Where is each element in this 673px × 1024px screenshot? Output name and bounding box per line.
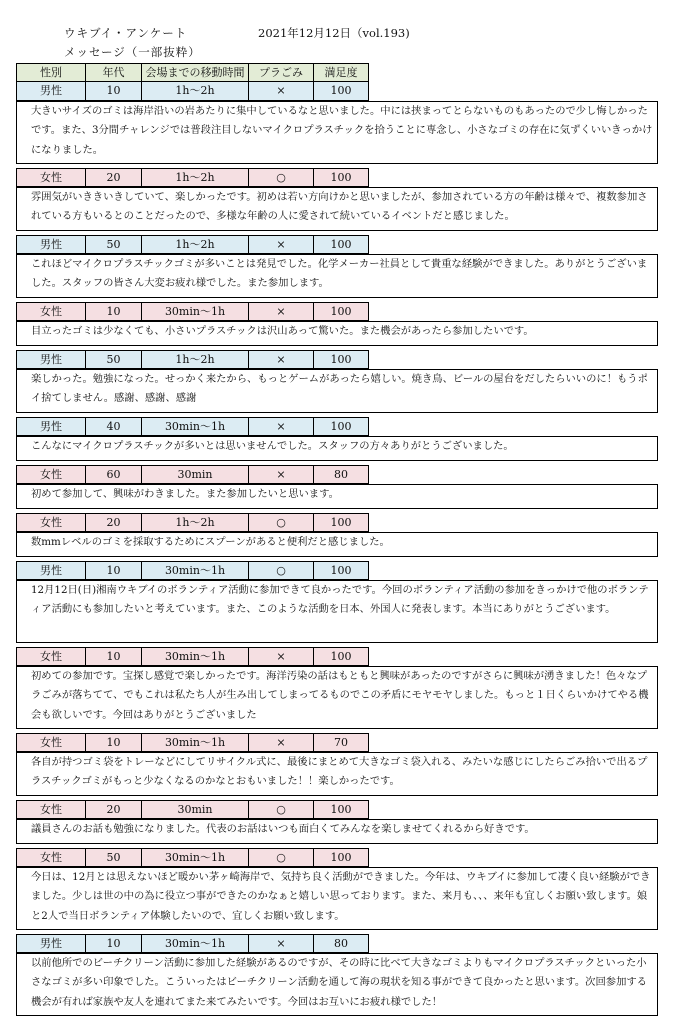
entry-block xyxy=(16,557,658,643)
entry-meta-row xyxy=(16,168,658,187)
entry-comment: これほどマイクロプラスチックゴミが多いことは発見でした。化学メーカー社員として貴重な経験ができました。ありがとうございました。スタッフの皆さん大変お疲れ様でした。また参加します。 xyxy=(16,254,658,298)
entry-gender: 男性 xyxy=(16,934,85,953)
entry-block xyxy=(16,844,658,930)
entry-age: 20 xyxy=(85,168,141,187)
entry-plastic: ○ xyxy=(248,168,313,187)
entry-age: 60 xyxy=(85,465,141,484)
header-age: 年代 xyxy=(85,63,141,82)
header-plastic: プラごみ xyxy=(248,63,313,82)
entry-meta-row xyxy=(16,465,658,484)
entry-comment: こんなにマイクロプラスチックが多いとは思いませんでした。スタッフの方々ありがとうございました。 xyxy=(16,436,658,461)
entry-gender: 女性 xyxy=(16,465,85,484)
entry-comment: 初めての参加です。宝探し感覚で楽しかったです。海洋汚染の話はもともと興味があったのですがさらに興味が湧きました！色々なプラごみが落ちてて、でもこれは私たち人が生み出してしまってるものでこの矛盾にモヤモヤしました。もっと１日くらいかけてやる機会も欲しいです。今回はありがとうございました xyxy=(16,666,658,729)
entry-block xyxy=(16,82,658,164)
entry-gender: 男性 xyxy=(16,561,85,580)
entry-travel-time: 1h～2h xyxy=(141,168,248,187)
table-header-row xyxy=(16,63,658,82)
entry-satisfaction: 100 xyxy=(313,82,369,101)
entry-comment: 目立ったゴミは少なくても、小さいプラスチックは沢山あって驚いた。また機会があったら参加したいです。 xyxy=(16,321,658,346)
entry-block xyxy=(16,729,658,796)
entry-satisfaction: 80 xyxy=(313,934,369,953)
entry-age: 10 xyxy=(85,733,141,752)
entry-comment: 大きいサイズのゴミは海岸沿いの岩あたりに集中しているなと思いました。中には挟まってとらないものもあったので少し悔しかったです。また、3分間チャレンジでは普段注目しないマイクロプラスチックを拾うことに専念し、小さなゴミの存在に気ずくいいきっかけになりました。 xyxy=(16,101,658,164)
entry-age: 10 xyxy=(85,561,141,580)
entry-meta-row xyxy=(16,800,658,819)
entry-block xyxy=(16,413,658,461)
entry-gender: 男性 xyxy=(16,417,85,436)
entry-gender: 女性 xyxy=(16,647,85,666)
entry-comment: 各自が持つゴミ袋をトレーなどにしてリサイクル式に、最後にまとめて大きなゴミ袋入れる、みたいな感じにしたらごみ拾いで出るプラスチックゴミがもっと少なくなるのかなとおもいました！！楽しかったです。 xyxy=(16,752,658,796)
entry-travel-time: 30min～1h xyxy=(141,934,248,953)
header-gender: 性別 xyxy=(16,63,85,82)
entry-plastic: ○ xyxy=(248,513,313,532)
entry-plastic: × xyxy=(248,302,313,321)
entry-satisfaction: 100 xyxy=(313,417,369,436)
entry-block xyxy=(16,346,658,413)
entry-gender: 男性 xyxy=(16,350,85,369)
entry-block xyxy=(16,164,658,231)
header-travel-time: 会場までの移動時間 xyxy=(141,63,248,82)
entry-plastic: ○ xyxy=(248,800,313,819)
entry-meta-row xyxy=(16,561,658,580)
entry-block xyxy=(16,231,658,298)
entry-comment: 初めて参加して、興味がわきました。また参加したいと思います。 xyxy=(16,484,658,509)
entry-comment: 議員さんのお話も勉強になりました。代表のお話はいつも面白くてみんなを楽しませてくれるから好きです。 xyxy=(16,819,658,844)
entry-age: 10 xyxy=(85,647,141,666)
survey-date: 2021年12月12日（vol.193) xyxy=(258,26,410,40)
entry-travel-time: 30min xyxy=(141,800,248,819)
entry-age: 50 xyxy=(85,235,141,254)
entry-block xyxy=(16,509,658,557)
entry-plastic: × xyxy=(248,235,313,254)
entry-travel-time: 1h～2h xyxy=(141,350,248,369)
entry-travel-time: 1h～2h xyxy=(141,513,248,532)
entry-travel-time: 30min～1h xyxy=(141,302,248,321)
entry-age: 10 xyxy=(85,82,141,101)
entry-travel-time: 30min～1h xyxy=(141,647,248,666)
entry-meta-row xyxy=(16,350,658,369)
entry-age: 50 xyxy=(85,848,141,867)
entry-satisfaction: 100 xyxy=(313,513,369,532)
document-header xyxy=(0,0,673,62)
entry-satisfaction: 100 xyxy=(313,800,369,819)
entry-satisfaction: 100 xyxy=(313,302,369,321)
entry-age: 10 xyxy=(85,302,141,321)
entry-gender: 女性 xyxy=(16,733,85,752)
entry-age: 40 xyxy=(85,417,141,436)
entry-meta-row xyxy=(16,513,658,532)
entry-travel-time: 1h～2h xyxy=(141,235,248,254)
entry-plastic: × xyxy=(248,733,313,752)
survey-subtitle: メッセージ（一部抜粋） xyxy=(64,45,201,59)
entry-satisfaction: 100 xyxy=(313,168,369,187)
entry-travel-time: 30min～1h xyxy=(141,561,248,580)
entry-plastic: × xyxy=(248,647,313,666)
entry-gender: 女性 xyxy=(16,800,85,819)
entry-gender: 女性 xyxy=(16,848,85,867)
entry-block xyxy=(16,930,658,1016)
entry-gender: 女性 xyxy=(16,168,85,187)
entry-age: 20 xyxy=(85,800,141,819)
entry-satisfaction: 100 xyxy=(313,350,369,369)
entry-travel-time: 1h～2h xyxy=(141,82,248,101)
entry-meta-row xyxy=(16,647,658,666)
entry-comment: 雰囲気がいききいきしていて、楽しかったです。初めは若い方向けかと思いましたが、参加されている方の年齢は様々で、複数参加されている方もいるとのことだったので、多様な年齢の人に愛されて続いているイベントだと感じました。 xyxy=(16,187,658,231)
entry-satisfaction: 100 xyxy=(313,235,369,254)
entry-plastic: ○ xyxy=(248,848,313,867)
entry-meta-row xyxy=(16,934,658,953)
entry-gender: 女性 xyxy=(16,513,85,532)
entry-block xyxy=(16,643,658,729)
entry-comment: 12月12日(日)湘南ウキブイのボランティア活動に参加できて良かったです。今回のボランティア活動の参加をきっかけで他のボランティア活動にも参加したいと考えています。また、このような活動を日本、外国人に発表します。本当にありがとうございます。 xyxy=(16,580,658,643)
entry-age: 10 xyxy=(85,934,141,953)
entry-block xyxy=(16,796,658,844)
entry-comment: 今日は、12月とは思えないほど暖かい茅ヶ崎海岸で、気持ち良く活動ができました。今年は、ウキブイに参加して凄く良い経験ができました。少しは世の中の為に役立つ事ができたのかなぁと嬉しい思っております。また、来月も、、、来年も宜しくお願い致します。娘と2人で当日ボランティア体験したいので、宜しくお願い致します。 xyxy=(16,867,658,930)
entry-comment: 楽しかった。勉強になった。せっかく来たから、もっとゲームがあったら嬉しい。焼き鳥、ビールの屋台をだしたらいいのに！もうポイ捨てしません。感謝、感謝、感謝 xyxy=(16,369,658,413)
entries-list xyxy=(16,82,658,1016)
entry-plastic: ○ xyxy=(248,561,313,580)
entry-satisfaction: 70 xyxy=(313,733,369,752)
entry-satisfaction: 80 xyxy=(313,465,369,484)
entry-gender: 男性 xyxy=(16,235,85,254)
entry-gender: 男性 xyxy=(16,82,85,101)
entry-travel-time: 30min xyxy=(141,465,248,484)
entry-gender: 女性 xyxy=(16,302,85,321)
entry-comment: 数mmレベルのゴミを採取するためにスプーンがあると便利だと感じました。 xyxy=(16,532,658,557)
entry-comment: 以前他所でのビーチクリーン活動に参加した経験があるのですが、その時に比べて大きなゴミよりもマイクロプラスチックといった小さなゴミが多い印象でした。こういったはビーチクリーン活動を通して海の現状を知る事ができて良かったと思います。次回参加する機会が有れば家族や友人を連れてまた来てみたいです。今回はお互いにお疲れ様でした！ xyxy=(16,953,658,1016)
entry-meta-row xyxy=(16,235,658,254)
entry-travel-time: 30min～1h xyxy=(141,733,248,752)
entry-satisfaction: 100 xyxy=(313,647,369,666)
entry-plastic: × xyxy=(248,465,313,484)
header-satisfaction: 満足度 xyxy=(313,63,369,82)
entry-travel-time: 30min～1h xyxy=(141,848,248,867)
entry-plastic: × xyxy=(248,82,313,101)
entry-travel-time: 30min～1h xyxy=(141,417,248,436)
entry-meta-row xyxy=(16,82,658,101)
entry-plastic: × xyxy=(248,934,313,953)
entry-satisfaction: 100 xyxy=(313,848,369,867)
survey-title: ウキブイ・アンケート xyxy=(64,26,188,40)
entry-meta-row xyxy=(16,302,658,321)
entry-meta-row xyxy=(16,848,658,867)
entry-block xyxy=(16,461,658,509)
entry-plastic: × xyxy=(248,350,313,369)
entry-plastic: × xyxy=(248,417,313,436)
entry-age: 50 xyxy=(85,350,141,369)
entry-block xyxy=(16,298,658,346)
entry-age: 20 xyxy=(85,513,141,532)
entry-meta-row xyxy=(16,417,658,436)
entry-satisfaction: 100 xyxy=(313,561,369,580)
survey-table xyxy=(16,63,658,1016)
entry-meta-row xyxy=(16,733,658,752)
